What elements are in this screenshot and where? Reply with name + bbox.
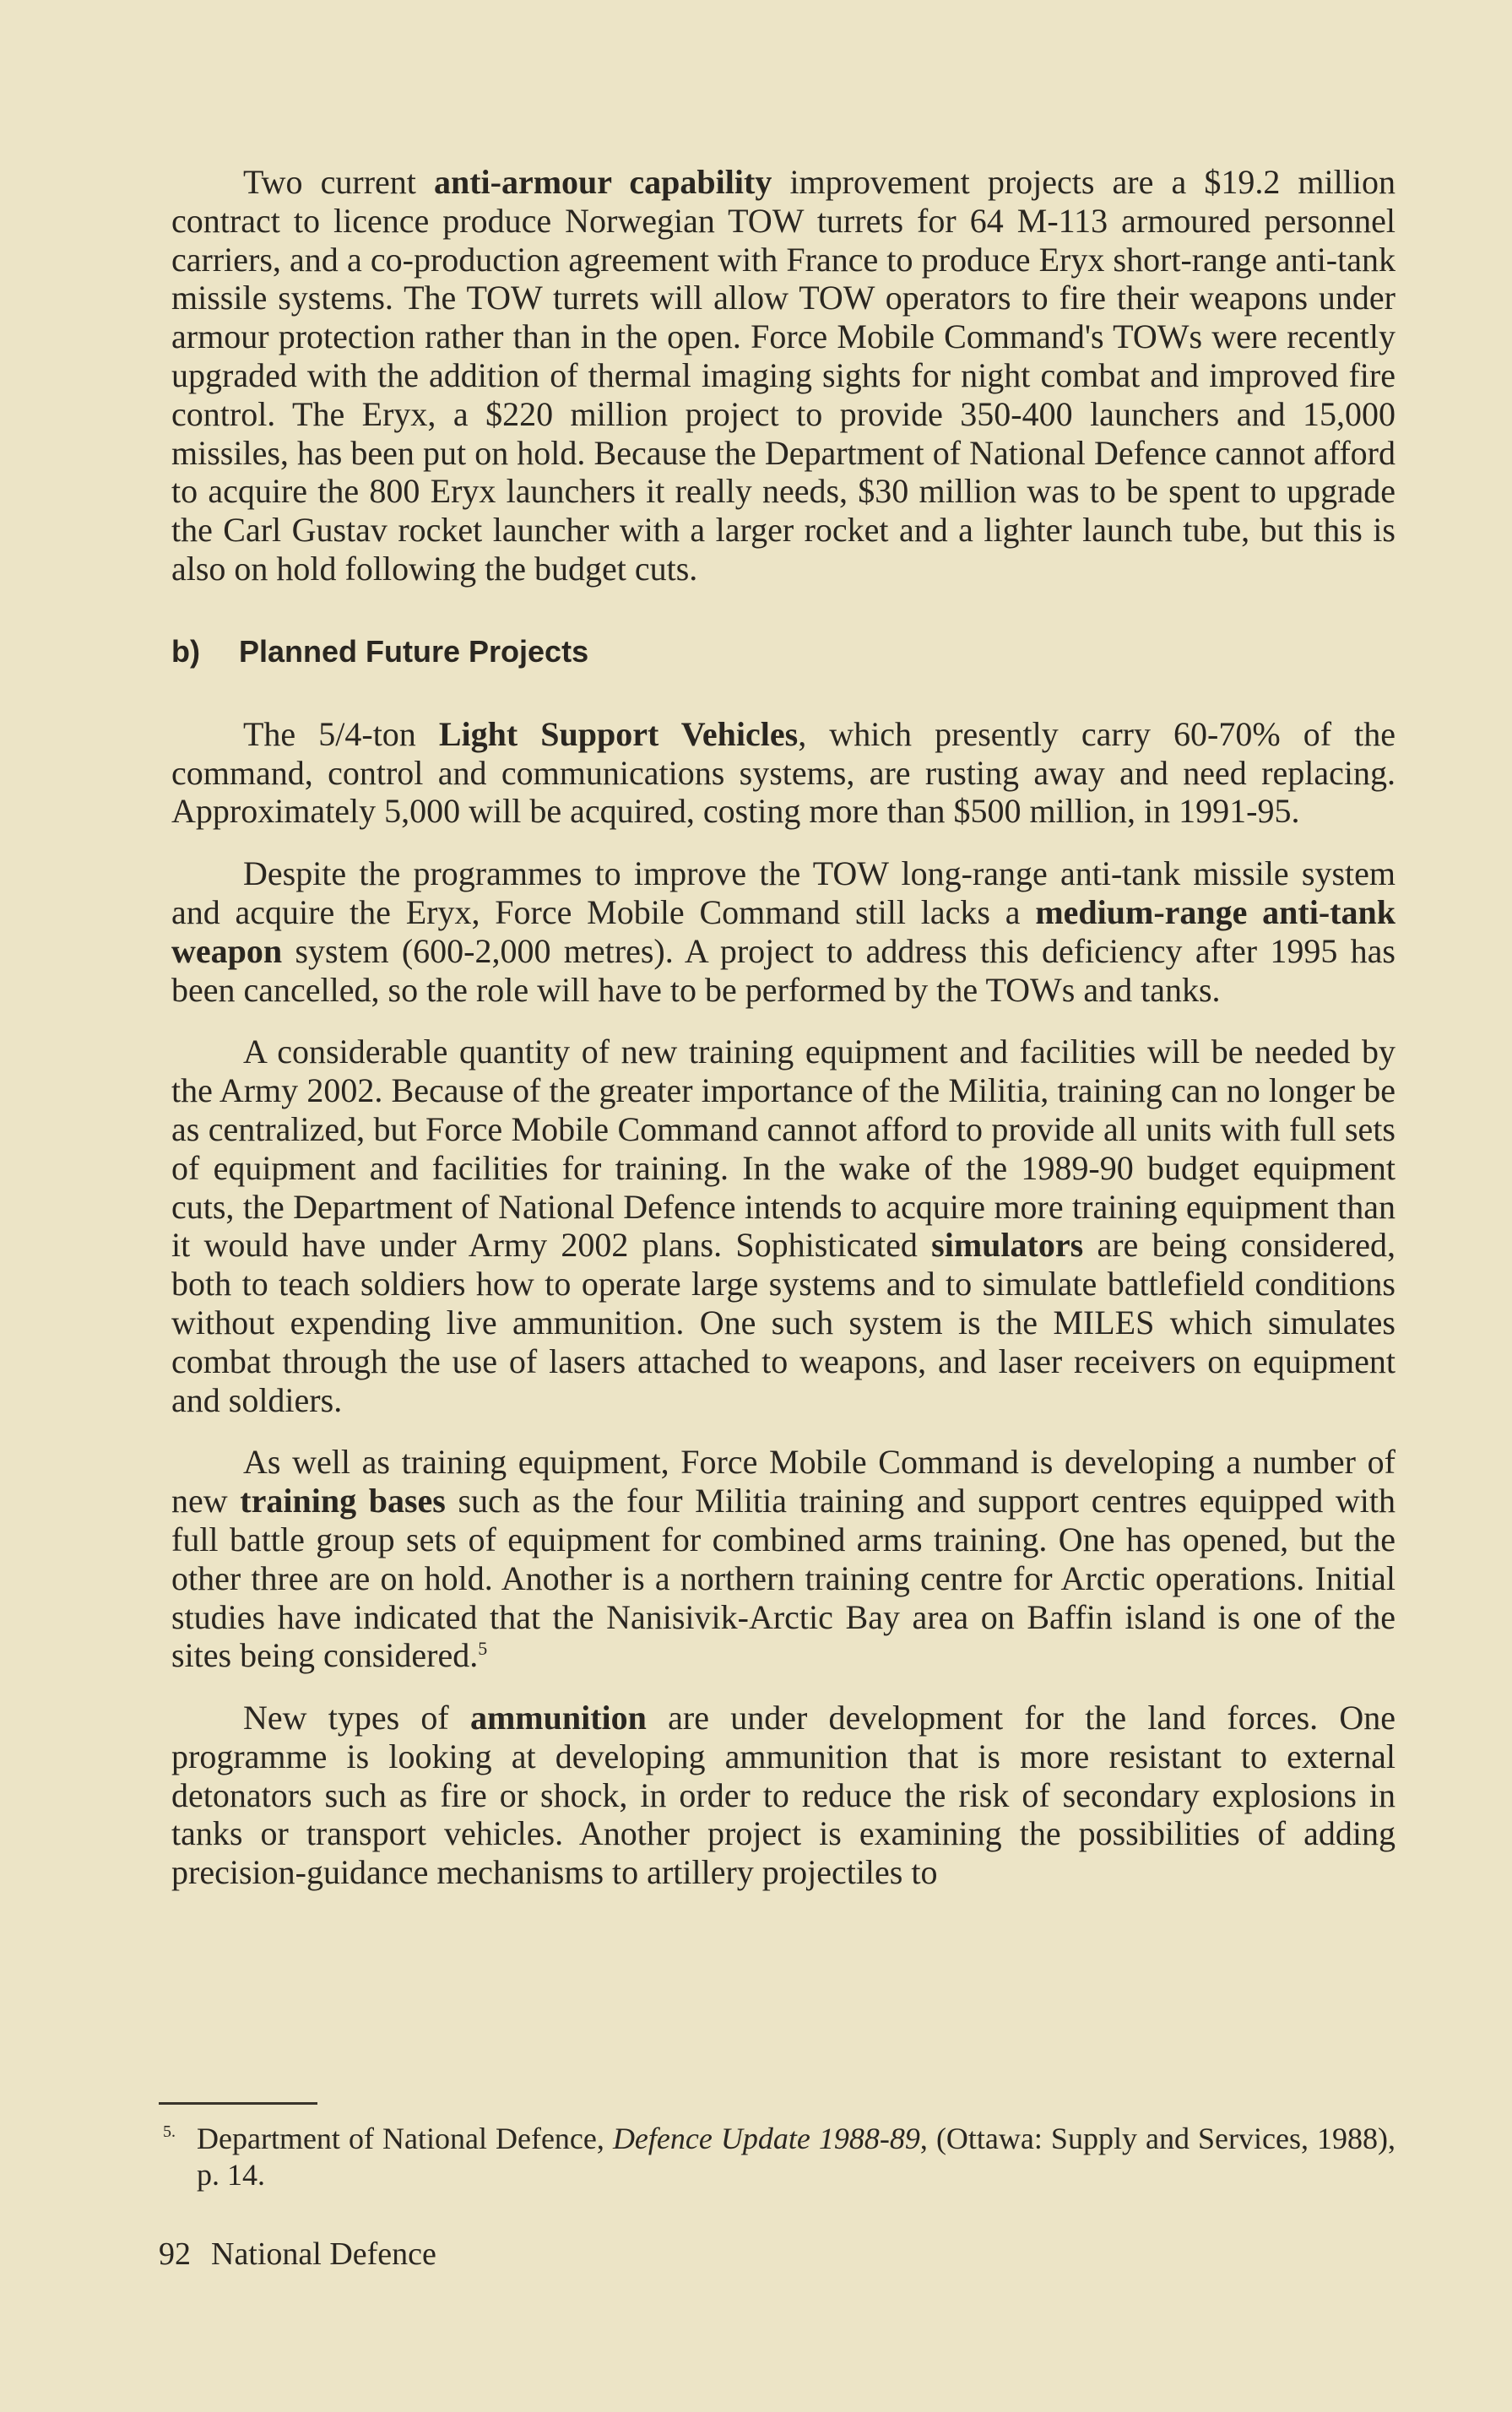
page-footer: [159, 2235, 436, 2274]
page-number: 92: [159, 2236, 191, 2272]
paragraph-simulators: [171, 1033, 1395, 1419]
bold-term: Light Support Vehicles: [438, 714, 799, 753]
bold-term: anti-armour capability: [433, 163, 772, 201]
bold-term: simulators: [931, 1226, 1084, 1265]
text-run: Despite the programmes to improve the TOW long-range anti-tank missile system and acquire the Eryx, Force Mobile Command still lacks a: [171, 854, 1395, 931]
text-run: are under development for the land forces. One programme is looking at developing ammunition that is more resistant to external detonators such as fire or shock, in order to reduce the risk of secondary explosions in tanks or transport vehicles. Another project is examining the possibilities of adding precision-guidance mechanisms to artillery projectiles to: [171, 1699, 1396, 1892]
text-run: improvement projects are a $19.2 million contract to licence produce Norwegian TOW turrets for 64 M-113 armoured personnel carriers, and a co-production agreement with France to produce Eryx short-range anti-tank missile systems. The TOW turrets will allow TOW operators to fire their weapons under armour protection rather than in the open. Force Mobile Command's TOWs were recently upgraded with the addition of thermal imaging sights for night combat and improved fire control. The Eryx, a $220 million project to provide 350-400 launchers and 15,000 missiles, has been put on hold. Because the Department of National Defence cannot afford to acquire the 800 Eryx launchers it really needs, $30 million was to be spent to upgrade the Carl Gustav rocket launcher with a larger rocket and a lighter launch tube, but this is also on hold following the budget cuts.: [171, 163, 1395, 588]
bold-term: ammunition: [469, 1699, 647, 1737]
footnote-title: Defence Update 1988-89: [612, 2122, 920, 2155]
text-run: are being considered, both to teach soldiers how to operate large systems and to simulate battlefield conditions without expending live ammunition. One such system is the MILES which simulates combat through the use of lasers attached to weapons, and laser receivers on equipment and soldiers.: [171, 1226, 1395, 1419]
text-run: New types of: [243, 1699, 470, 1737]
paragraph-ammunition: [171, 1699, 1395, 1892]
text-run: A considerable quantity of new training equipment and facilities will be needed by the Army 2002. Because of the greater importance of the Militia, training can no longer be as centralized, but Force Mobile Command cannot afford to provide all units with full sets of equipment and facilities for training. In the wake of the 1989-90 budget equipment cuts, the Department of National Defence intends to acquire more training equipment than it would have under Army 2002 plans. Sophisticated: [171, 1033, 1395, 1265]
text-run: system (600-2,000 metres). A project to address this deficiency after 1995 has been cancelled, so the role will have to be performed by the TOWs and tanks.: [171, 931, 1395, 1009]
bold-term: medium-range anti-tank weapon: [171, 892, 1395, 970]
text-run: , which presently carry 60-70% of the command, control and communications systems, are rusting away and need replacing. Approximately 5,000 will be acquired, costing more than $500 million, in 1991-95.: [171, 714, 1395, 831]
section-heading: [171, 632, 1395, 671]
bold-term: training bases: [240, 1482, 446, 1520]
footnote-reference: 5: [478, 1638, 488, 1660]
text-run: such as the four Militia training and support centres equipped with full battle group sets of equipment for combined arms training. One has opened, but the other three are on hold. Another is a northern training centre for Arctic operations. Initial studies have indicated that the Nanisivik-Arctic Bay area on Baffin island is one of the sites being considered.: [171, 1482, 1395, 1675]
footnote-mark: 5.: [163, 2122, 176, 2141]
text-run: The 5/4-ton: [243, 714, 439, 753]
footnote-run: Department of National Defence,: [197, 2122, 613, 2155]
footnote-run: , (Ottawa: Supply and Services, 1988), p. 14.: [197, 2122, 1395, 2192]
paragraph-anti-armour: [171, 163, 1395, 588]
footnote: [163, 2121, 1395, 2193]
paragraph-training-bases: [171, 1443, 1395, 1675]
paragraph-light-support-vehicles: [171, 715, 1395, 831]
text-run: As well as training equipment, Force Mobile Command is developing a number of new: [171, 1443, 1395, 1520]
section-number: b): [171, 633, 200, 669]
paragraph-medium-range-anti-tank: [171, 854, 1395, 1009]
text-run: Two current: [243, 163, 434, 201]
body-text: [171, 163, 1395, 1892]
section-title: Planned Future Projects: [239, 633, 589, 669]
footnote-divider: [159, 2102, 317, 2105]
running-title: National Defence: [211, 2236, 436, 2272]
footnote-text: [171, 2121, 1395, 2193]
